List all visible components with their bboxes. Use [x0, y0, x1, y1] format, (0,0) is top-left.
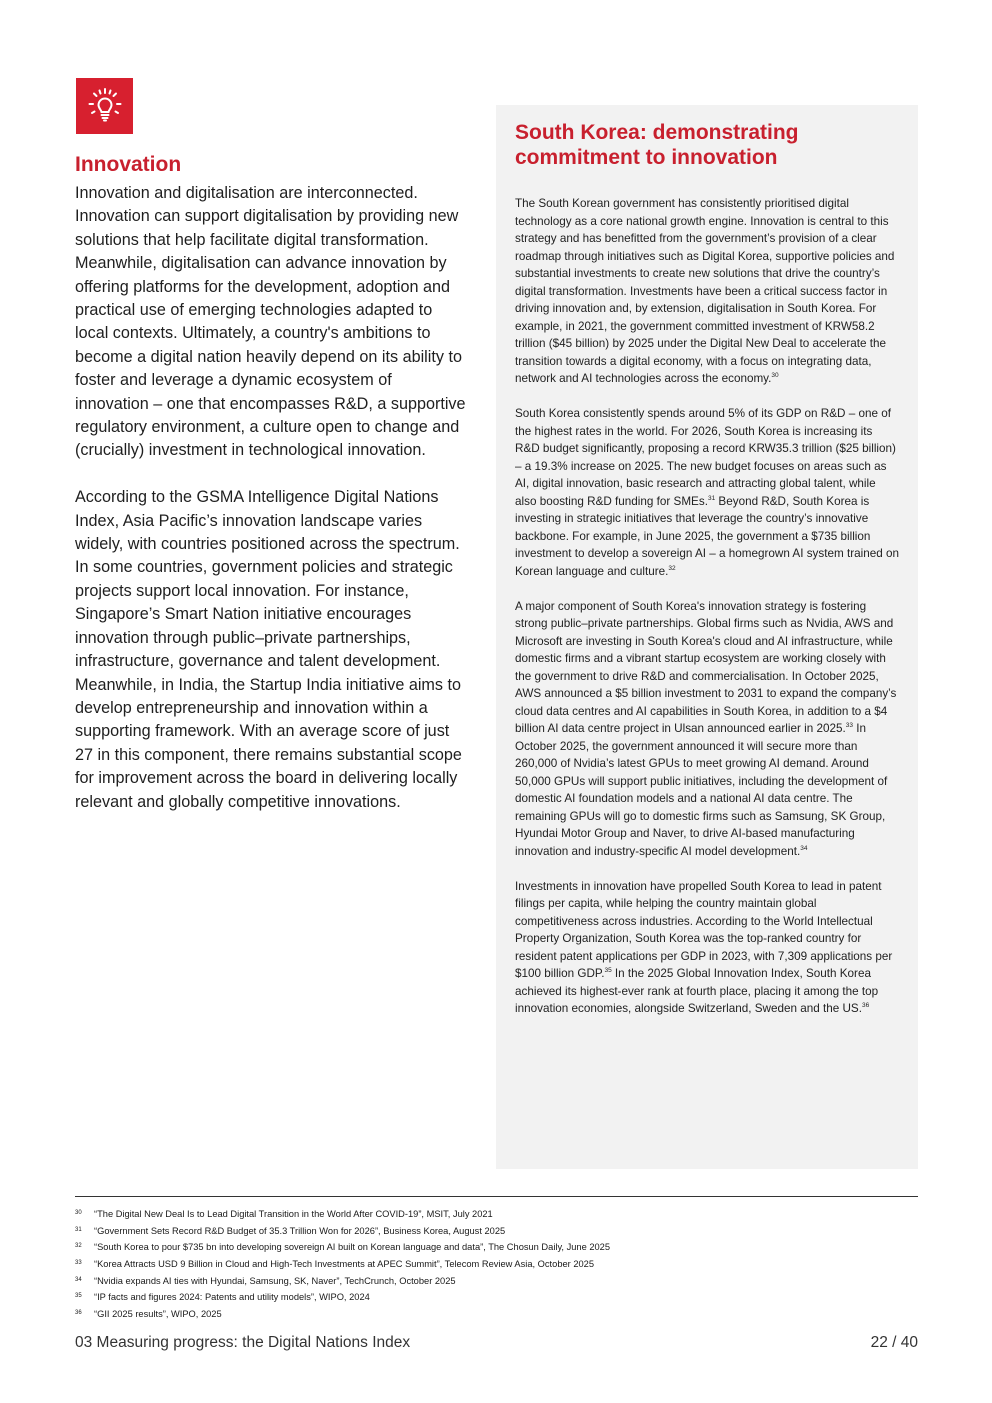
footnotes: [75, 1205, 918, 1322]
footnote-ref[interactable]: 34: [800, 844, 808, 852]
footnote: [75, 1238, 918, 1255]
case-study-text: In the 2025 Global Innovation Index, South Korea achieved its highest-ever rank at fourth place, placing it among the top innovation economies, alongside Switzerland, Sweden and the US.: [515, 967, 879, 1015]
footnote-number: 35: [75, 1293, 82, 1300]
section-paragraph: Innovation and digitalisation are interconnected. Innovation can support digitalisation by providing new solutions that help facilitate digital transformation. Meanwhile, digitalisation can advance innovation by offering platforms for the development, adoption and practical use of emerging technologies adapted to local contexts. Ultimately, a country's ambitions to become a digital nation heavily depend on its ability to foster and leverage a dynamic ecosystem of innovation – one that encompasses R&D, a supportive regulatory environment, a culture open to change and (crucially) investment in technological innovation.: [75, 184, 466, 460]
page-footer: [75, 1332, 918, 1354]
footnote-ref[interactable]: 32: [668, 564, 676, 572]
page-number: 22 / 40: [870, 1334, 918, 1351]
footnote-number: 36: [75, 1310, 82, 1317]
footnote-text: “Nvidia expands AI ties with Hyundai, Samsung, SK, Naver”, TechCrunch, October 2025: [94, 1275, 456, 1286]
footnote-text: “Government Sets Record R&D Budget of 35.3 Trillion Won for 2026”, Business Korea, August 2025: [94, 1225, 506, 1236]
footnote-text: “The Digital New Deal Is to Lead Digital Transition in the World After COVID-19”, MSIT, July 2021: [94, 1209, 493, 1219]
footnote: [75, 1205, 918, 1222]
footnote-divider: [75, 1196, 918, 1197]
case-study-text: South Korea consistently spends around 5% of its GDP on R&D – one of the highest rates in the world. For 2026, South Korea is increasing its R&D budget significantly, proposing a record KRW35.3 trillion ($25 billion) – a 19.3% increase on 2025. The new budget focuses on areas such as AI, digital innovation, basic research and attracting global talent, while also boosting R&D funding for SMEs.: [515, 407, 896, 508]
case-study-paragraph: [515, 878, 899, 1018]
footnote-number: 32: [75, 1243, 82, 1250]
case-study-paragraph: [515, 598, 899, 861]
footnote-ref[interactable]: 30: [771, 372, 779, 379]
footnote-text: “Korea Attracts USD 9 Billion in Cloud and High-Tech Investments at APEC Summit”, Telecom Review Asia, October 2025: [94, 1259, 595, 1270]
footnote-text: “IP facts and figures 2024: Patents and utility models”, WIPO, 2024: [94, 1292, 370, 1303]
case-study-body: [515, 195, 899, 1018]
footnote: [75, 1305, 918, 1322]
case-study-paragraph: [515, 195, 899, 388]
footnote-text: “GII 2025 results”, WIPO, 2025: [94, 1309, 222, 1320]
section-body: [75, 182, 467, 837]
footer-section-label: 03 Measuring progress: the Digital Nations Index: [75, 1334, 411, 1351]
case-study-paragraph: [515, 405, 899, 580]
footnote-ref[interactable]: 31: [707, 494, 716, 502]
footnote-ref[interactable]: 35: [604, 967, 612, 974]
footnote-number: 31: [75, 1226, 82, 1233]
footnote-ref[interactable]: 36: [861, 1002, 870, 1009]
footnote-ref[interactable]: 33: [845, 722, 853, 729]
footnote: [75, 1222, 918, 1239]
footnote-number: 33: [75, 1260, 82, 1267]
case-study-text: The South Korean government has consistently prioritised digital technology as a core national growth engine. Innovation is central to this strategy and has benefitted from the government’s provision of a clear roadmap through initiatives such as Digital Korea, supportive policies and substantial investments to create new solutions that drive the country’s digital transformation. Investments have been a critical success factor in driving innovation and, by extension, digitalisation in South Korea. For example, in 2021, the government committed investment of KRW58.2 trillion ($45 billion) by 2025 under the Digital New Deal to accelerate the transition towards a digital economy, with a focus on integrating data, network and AI technologies across the economy.: [515, 197, 895, 385]
footnote-number: 30: [75, 1210, 82, 1216]
footnote-number: 34: [75, 1276, 82, 1283]
footnote-text: “South Korea to pour $735 bn into developing sovereign AI built on Korean language and data”, The Chosun Daily, June 2025: [94, 1242, 610, 1253]
footnote: [75, 1288, 918, 1305]
case-study-text: In October 2025, the government announced it will secure more than 260,000 of Nvidia’s latest GPUs to meet growing AI demand. Around 50,000 GPUs will support public initiatives, including the development of domestic AI foundation models and a national AI data centre. The remaining GPUs will go to domestic firms such as Samsung, SK Group, Hyundai Motor Group and Naver, to drive AI-based manufacturing innovation and industry-specific AI model development.: [515, 722, 888, 858]
lightbulb-icon: [76, 78, 133, 134]
section-paragraph: According to the GSMA Intelligence Digital Nations Index, Asia Pacific’s innovation landscape varies widely, with countries positioned across the spectrum. In some countries, government policies and strategic projects support local innovation. For instance, Singapore’s Smart Nation initiative encourages innovation through public–private partnerships, infrastructure, governance and talent development. Meanwhile, in India, the Startup India initiative aims to develop entrepreneurship and innovation within a supporting framework. With an average score of just 27 in this component, there remains substantial scope for improvement across the board in delivering locally relevant and globally competitive innovations.: [75, 488, 462, 811]
case-study-text: Investments in innovation have propelled South Korea to lead in patent filings per capita, while helping the country maintain global competitiveness across industries. According to the World Intellectual Property Organization, South Korea was the top-ranked country for resident patent applications per GDP in 2023, with 7,309 applications per $100 billion GDP.: [515, 879, 893, 980]
case-study-text: Beyond R&D, South Korea is investing in strategic initiatives that leverage the country’s innovative backbone. For example, in June 2025, the government a $735 billion investment to develop a sovereign AI – a homegrown AI system trained on Korean language and culture.: [515, 494, 899, 578]
case-study-text: A major component of South Korea's innovation strategy is fostering strong public–private partnerships. Global firms such as Nvidia, AWS and Microsoft are investing in South Korea's cloud and AI infrastructure, while domestic firms and a vibrant startup ecosystem are working closely with the government to drive R&D and commercialisation. In October 2025, AWS announced a $5 billion investment to 2031 to expand the company’s cloud data centres and AI capabilities in South Korea, in addition to a $4 billion AI data centre project in Ulsan announced earlier in 2025.: [515, 599, 897, 735]
case-study-title: South Korea: demonstrating commitment to innovation: [515, 121, 799, 169]
case-study-panel: [496, 105, 918, 1169]
footnote: [75, 1272, 918, 1289]
section-title: Innovation: [75, 153, 182, 176]
footnote: [75, 1255, 918, 1272]
